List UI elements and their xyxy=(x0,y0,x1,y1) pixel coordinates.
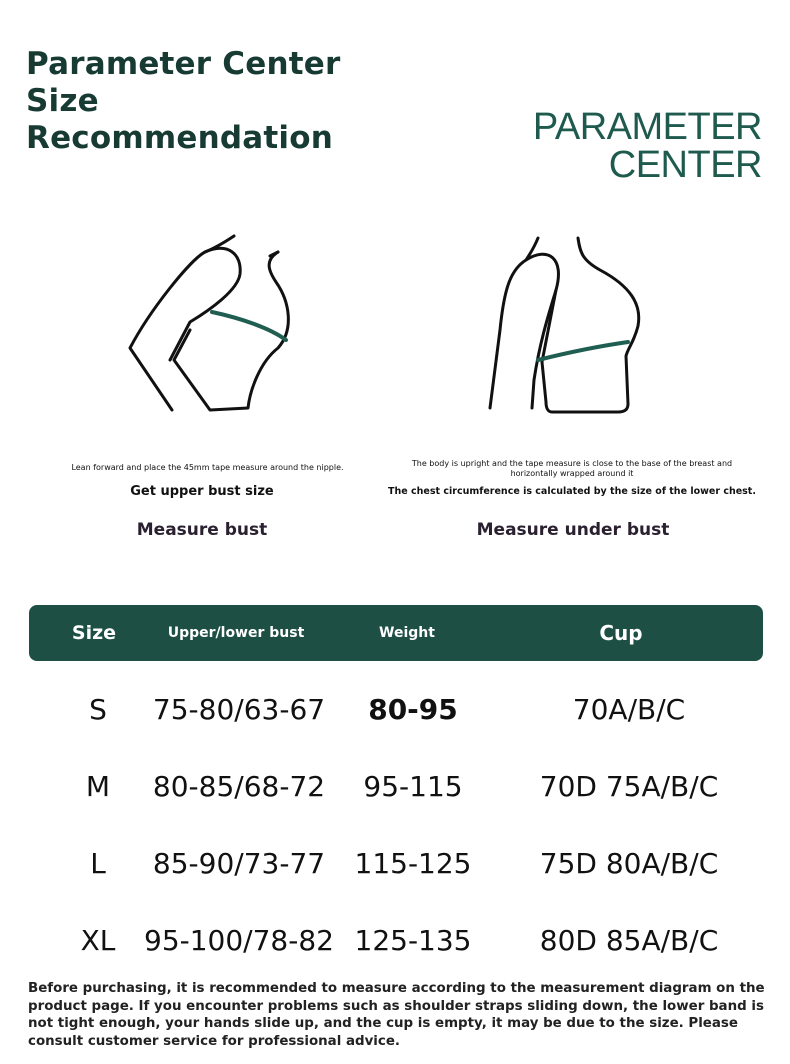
title-line-2: Size xyxy=(26,83,99,119)
cup-cell: 75D 80A/B/C xyxy=(539,847,719,880)
cup-cell: 70A/B/C xyxy=(572,693,686,726)
bust-cell: 85-90/73-77 xyxy=(152,847,326,880)
table-row xyxy=(29,757,763,817)
left-subtitle: Get upper bust size xyxy=(130,484,274,499)
weight-cell: 95-115 xyxy=(363,770,463,803)
weight-cell: 115-125 xyxy=(354,847,472,880)
table-row xyxy=(29,680,763,740)
measure-underbust-illustration xyxy=(470,230,670,420)
right-subtitle: The chest circumference is calculated by the size of the lower chest. xyxy=(388,486,756,497)
brand-line-1: PARAMETER xyxy=(532,106,762,148)
cup-cell: 70D 75A/B/C xyxy=(539,770,719,803)
right-label: Measure under bust xyxy=(476,520,670,540)
weight-cell: 125-135 xyxy=(354,924,472,957)
measure-bust-illustration xyxy=(110,230,310,420)
header-weight: Weight xyxy=(379,625,435,641)
size-cell: M xyxy=(85,770,111,803)
left-label: Measure bust xyxy=(136,520,268,540)
table-row xyxy=(29,834,763,894)
title-line-1: Parameter Center xyxy=(26,46,341,82)
header-cup: Cup xyxy=(599,621,643,645)
right-instruction xyxy=(390,459,754,479)
bust-cell: 80-85/68-72 xyxy=(152,770,326,803)
page-title xyxy=(26,46,340,157)
brand-wordmark xyxy=(533,108,762,184)
brand-line-2: CENTER xyxy=(608,144,762,186)
left-instruction: Lean forward and place the 45mm tape measure around the nipple. xyxy=(71,463,344,472)
right-instruction-line-1: The body is upright and the tape measure is close to the base of the breast and xyxy=(411,459,733,468)
tape-measure-line xyxy=(538,342,628,360)
bust-cell: 95-100/78-82 xyxy=(144,924,334,957)
cup-cell: 80D 85A/B/C xyxy=(539,924,719,957)
header-size: Size xyxy=(71,622,117,644)
size-cell: S xyxy=(89,693,107,726)
weight-cell: 80-95 xyxy=(368,693,458,726)
bust-cell: 75-80/63-67 xyxy=(152,693,326,726)
tape-measure-line xyxy=(212,312,286,340)
header-bust: Upper/lower bust xyxy=(167,625,305,641)
table-row xyxy=(29,911,763,971)
footer-note: Before purchasing, it is recommended to measure according to the measurement diagram on the product page. If you encounter problems such as shoulder straps sliding down, the lower band is not tight enough, your hands slide up, and the cup is empty, it may be due to the size. Please consult customer service for professional advice. xyxy=(28,981,765,1049)
title-line-3: Recommendation xyxy=(26,120,333,156)
size-cell: L xyxy=(90,847,106,880)
size-table-header xyxy=(29,605,763,661)
size-cell: XL xyxy=(80,924,116,957)
right-instruction-line-2: horizontally wrapped around it xyxy=(510,469,634,478)
